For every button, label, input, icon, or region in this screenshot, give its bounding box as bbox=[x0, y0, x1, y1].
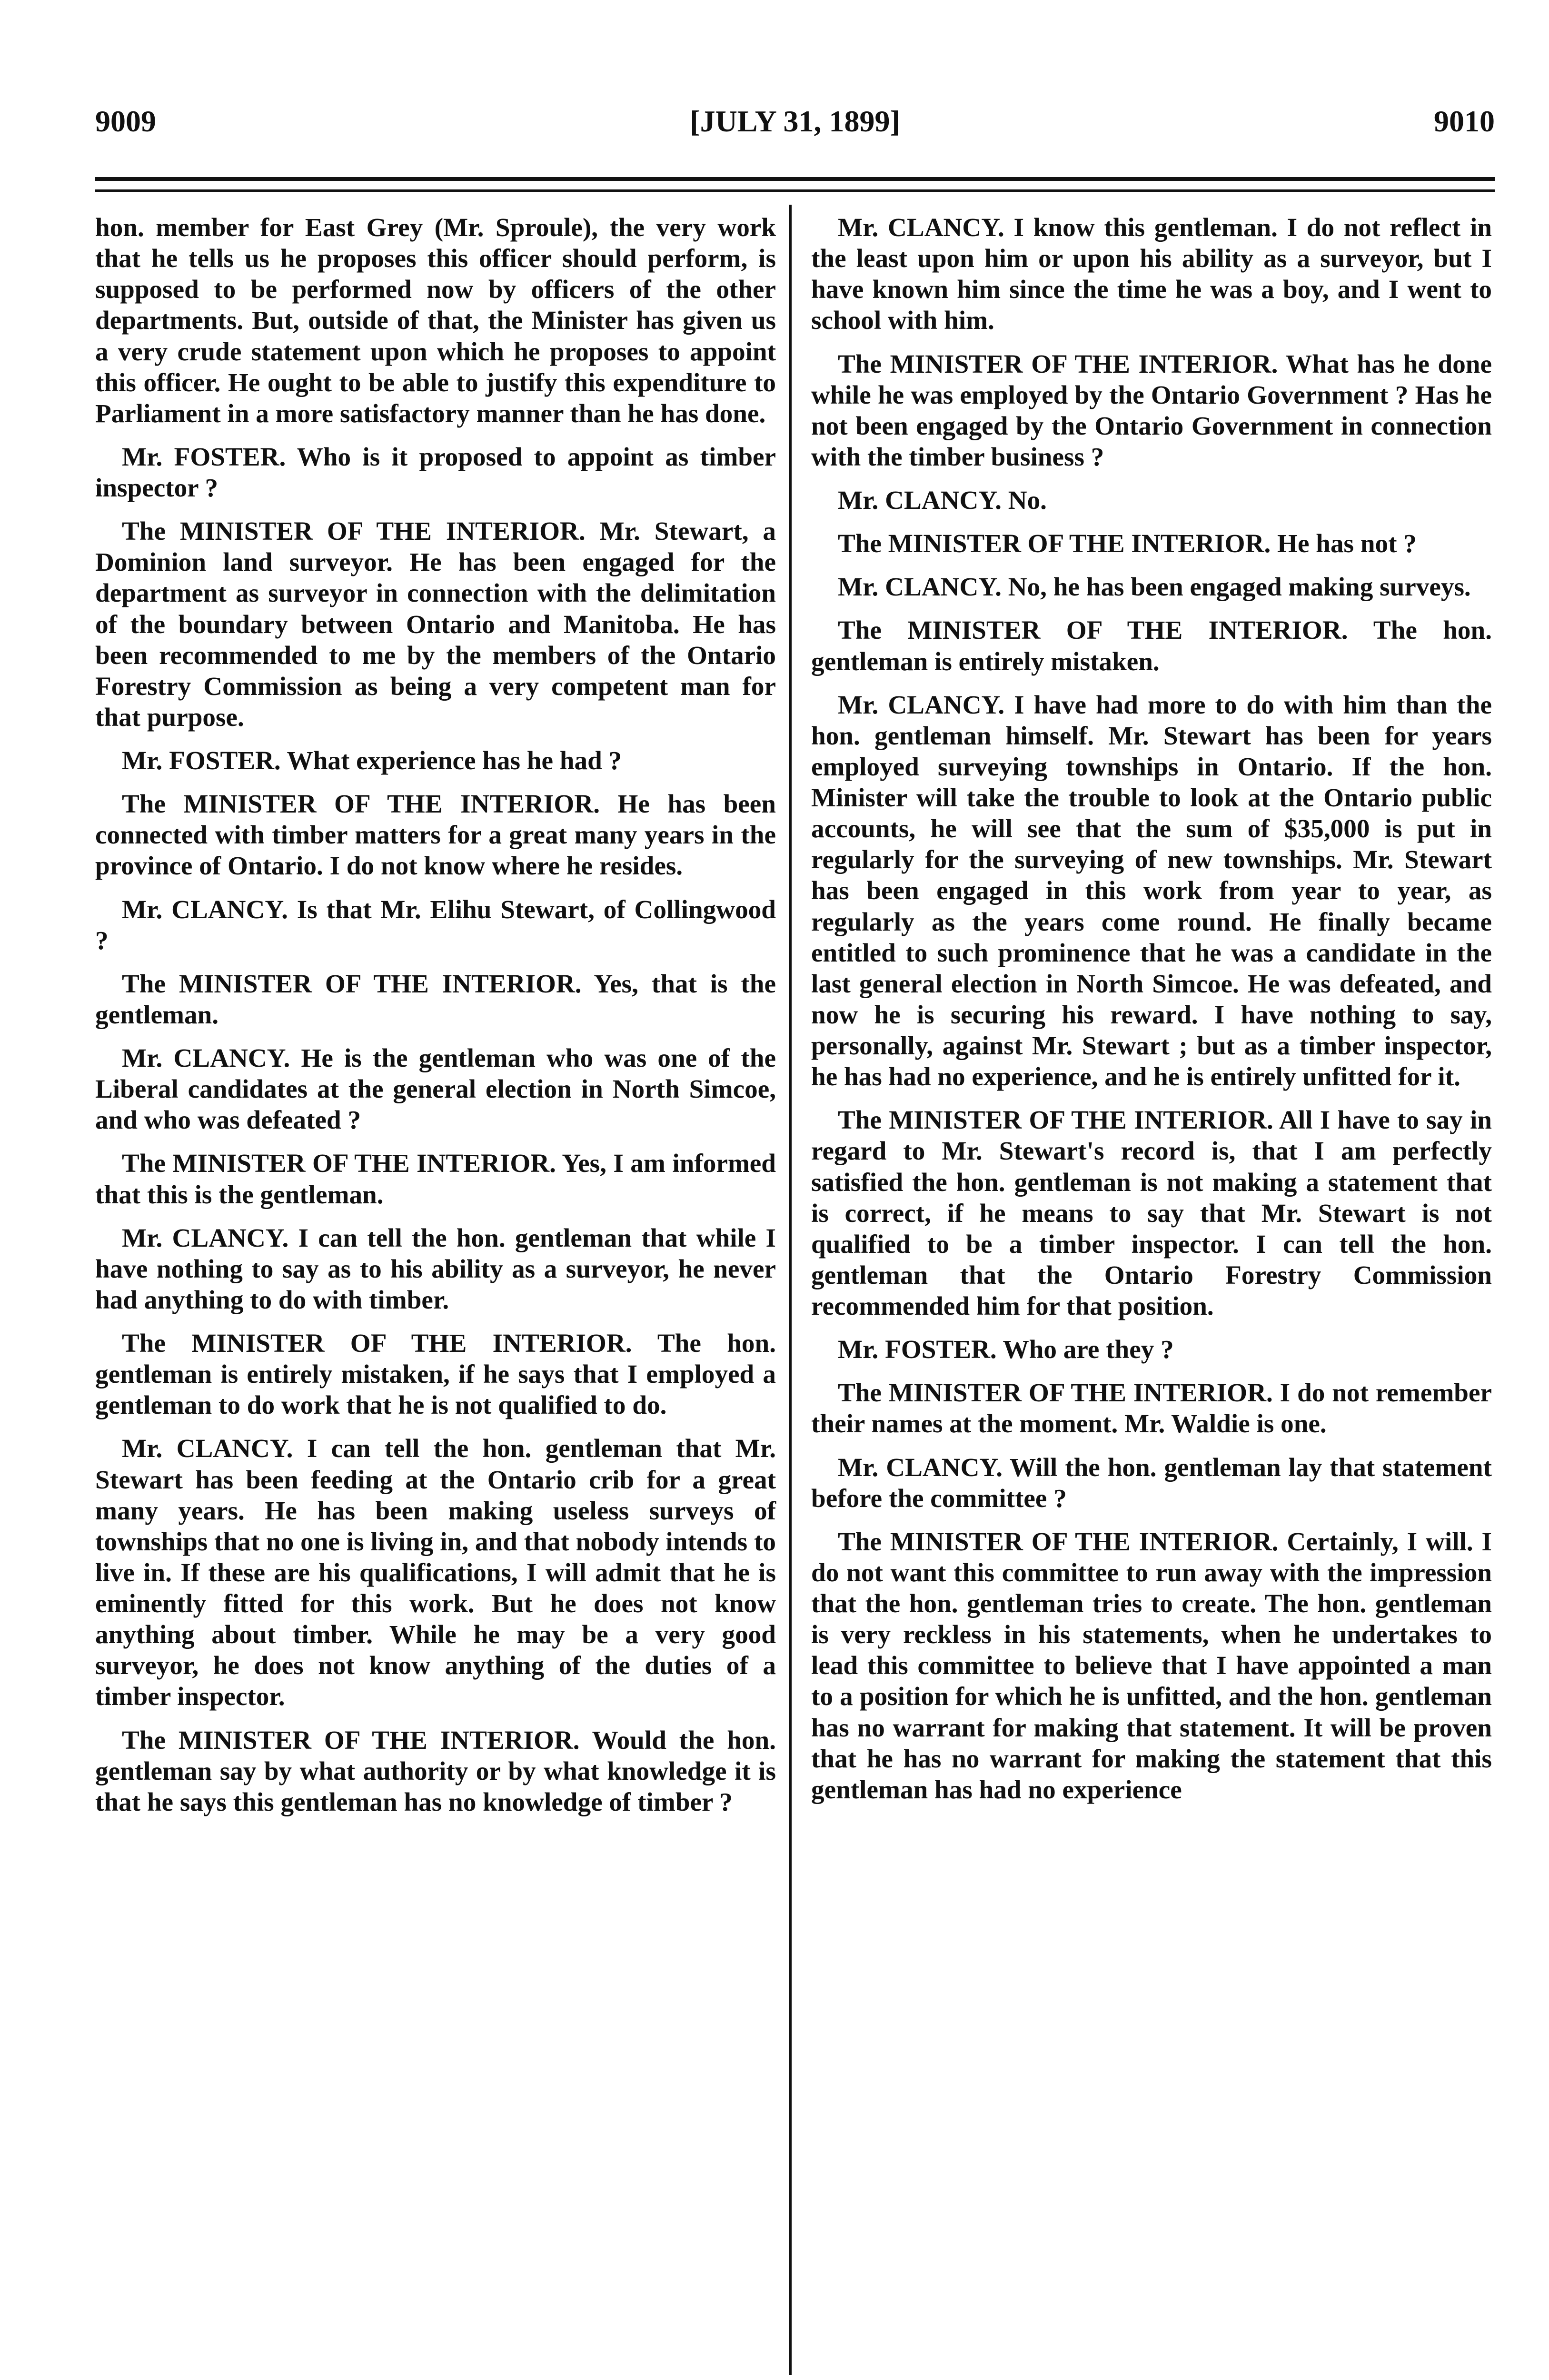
header-rule-top bbox=[95, 177, 1495, 181]
right-paragraph-11: Mr. CLANCY. Will the hon. gentleman lay that statement before the committee ? bbox=[811, 1452, 1492, 1513]
right-paragraph-6: The MINISTER OF THE INTERIOR. The hon. gentleman is entirely mistaken. bbox=[811, 615, 1492, 676]
right-page-number: 9010 bbox=[1434, 104, 1495, 138]
left-paragraph-8: Mr. CLANCY. He is the gentleman who was one of the Liberal candidates at the general election in North Simcoe, and who was defeated ? bbox=[95, 1043, 776, 1135]
right-paragraph-12: The MINISTER OF THE INTERIOR. Certainly, I will. I do not want this committee to run away with the impression that the hon. gentleman tries to create. The hon. gentleman is very reckless in his statements, when he undertakes to lead this committee to believe that I have appointed a man to a position for which he is unfitted, and the hon. gentleman has no warrant for making that statement. It will be proven that he has no warrant for making the statement that this gentleman has had no experience bbox=[811, 1527, 1492, 1804]
left-paragraph-5: The MINISTER OF THE INTERIOR. He has been connected with timber matters for a great many years in the province of Ontario. I do not know where he resides. bbox=[95, 789, 776, 881]
left-paragraph-11: The MINISTER OF THE INTERIOR. The hon. gentleman is entirely mistaken, if he says that I employed a gentleman to do work that he is not qualified to do. bbox=[95, 1329, 776, 1420]
right-paragraph-4: The MINISTER OF THE INTERIOR. He has not ? bbox=[838, 529, 1417, 558]
right-paragraph-9: Mr. FOSTER. Who are they ? bbox=[838, 1335, 1174, 1364]
right-paragraph-1: Mr. CLANCY. I know this gentleman. I do not reflect in the least upon him or upon his ability as a surveyor, but I have known him since the time he was a boy, and I went to school with him. bbox=[811, 213, 1492, 335]
left-page-number: 9009 bbox=[95, 104, 156, 138]
right-paragraph-3: Mr. CLANCY. No. bbox=[838, 486, 1047, 515]
right-paragraph-10: The MINISTER OF THE INTERIOR. I do not remember their names at the moment. Mr. Waldie is one. bbox=[811, 1378, 1492, 1438]
right-paragraph-2: The MINISTER OF THE INTERIOR. What has he done while he was employed by the Ontario Government ? Has he not been engaged by the Ontario Government in connection with the timber business ? bbox=[811, 349, 1492, 471]
header-rule-bottom bbox=[95, 189, 1495, 192]
left-paragraph-6: Mr. CLANCY. Is that Mr. Elihu Stewart, of Collingwood ? bbox=[95, 894, 776, 955]
date-line: [JULY 31, 1899] bbox=[690, 104, 900, 138]
left-paragraph-3: The MINISTER OF THE INTERIOR. Mr. Stewart, a Dominion land surveyor. He has been engaged for the department as surveyor in connection with the delimitation of the boundary between Ontario and Manitoba. He has been recommended to me by the members of the Ontario Forestry Commission as being a very competent man for that purpose. bbox=[95, 516, 776, 732]
right-paragraph-5: Mr. CLANCY. No, he has been engaged making surveys. bbox=[838, 572, 1471, 602]
left-paragraph-10: Mr. CLANCY. I can tell the hon. gentleman that while I have nothing to say as to his ability as a surveyor, he never had anything to do with timber. bbox=[95, 1223, 776, 1314]
left-paragraph-4: Mr. FOSTER. What experience has he had ? bbox=[122, 746, 622, 775]
left-paragraph-9: The MINISTER OF THE INTERIOR. Yes, I am informed that this is the gentleman. bbox=[95, 1149, 776, 1209]
right-paragraph-8: The MINISTER OF THE INTERIOR. All I have to say in regard to Mr. Stewart's record is, that I am perfectly satisfied the hon. gentleman is not making a statement that is correct, if he means to say that Mr. Stewart is not qualified to be a timber inspector. I can tell the hon. gentleman that the Ontario Forestry Commission recommended him for that position. bbox=[811, 1105, 1492, 1320]
right-paragraph-7: Mr. CLANCY. I have had more to do with him than the hon. gentleman himself. Mr. Stewart has been for years employed surveying townships in Ontario. If the hon. Minister will take the trouble to look at the Ontario public accounts, he will see that the sum of $35,000 is put in regularly for the surveying of new townships. Mr. Stewart has been engaged in this work from year to year, as regularly as the years come round. He finally became entitled to such prominence that he was a candidate in the last general election in North Simcoe. He was defeated, and now he is securing his reward. I have nothing to say, personally, against Mr. Stewart ; but as a timber inspector, he has had no experience, and he is entirely unfitted for it. bbox=[811, 690, 1492, 1091]
left-column bbox=[95, 212, 776, 1830]
column-divider bbox=[789, 205, 792, 2375]
left-paragraph-1: hon. member for East Grey (Mr. Sproule), the very work that he tells us he proposes this officer should perform, is supposed to be performed now by officers of the other departments. But, outside of that, the Minister has given us a very crude statement upon which he proposes to appoint this officer. He ought to be able to justify this expenditure to Parliament in a more satisfactory manner than he has done. bbox=[95, 213, 776, 428]
left-paragraph-13: The MINISTER OF THE INTERIOR. Would the hon. gentleman say by what authority or by what knowledge it is that he says this gentleman has no knowledge of timber ? bbox=[95, 1725, 776, 1816]
page-header bbox=[95, 95, 1495, 148]
left-paragraph-7: The MINISTER OF THE INTERIOR. Yes, that is the gentleman. bbox=[95, 969, 776, 1029]
left-paragraph-12: Mr. CLANCY. I can tell the hon. gentleman that Mr. Stewart has been feeding at the Ontario crib for a great many years. He has been making useless surveys of townships that no one is living in, and that nobody intends to live in. If these are his qualifications, I will admit that he is eminently fitted for this work. But he does not know anything about timber. While he may be a very good surveyor, he does not know anything of the duties of a timber inspector. bbox=[95, 1434, 776, 1711]
left-paragraph-2: Mr. FOSTER. Who is it proposed to appoint as timber inspector ? bbox=[95, 442, 776, 502]
right-column bbox=[811, 212, 1492, 1817]
